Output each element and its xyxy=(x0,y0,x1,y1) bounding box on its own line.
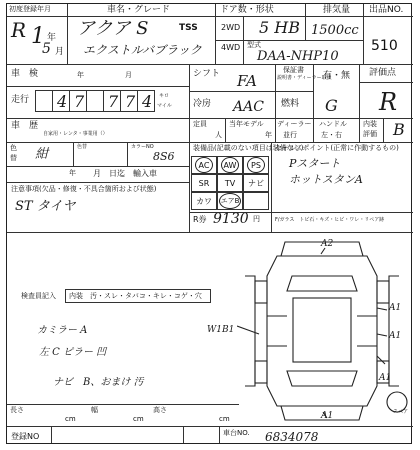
mileage-digit-5: 7 xyxy=(125,92,136,111)
color-no-label: カラーNO xyxy=(131,144,154,150)
mark-rear: A1 xyxy=(321,411,334,421)
lot-number: 510 xyxy=(371,38,398,54)
sales-point-label: セールスポイント(正常に作動するもの) xyxy=(275,144,399,152)
name-grade-label: 車名・グレード xyxy=(107,5,171,15)
fourwd-label: 4WD xyxy=(221,43,241,52)
inspection-month-unit: 月 xyxy=(125,71,132,79)
handle-label: ハンドル xyxy=(319,120,347,128)
chassis-value: 6834078 xyxy=(265,430,319,444)
car-damage-diagram xyxy=(237,236,413,426)
first-reg-era: R xyxy=(11,18,27,42)
length-label: 長さ xyxy=(10,406,24,414)
shift-label: シフト xyxy=(193,69,221,79)
equip-aw-circled xyxy=(221,157,239,173)
reg-no-label: 登録NO xyxy=(11,432,40,441)
mark-right-mid: A1 xyxy=(389,331,402,341)
shift-value: FA xyxy=(237,72,257,90)
lot-label: 出品NO. xyxy=(369,5,404,15)
inspector-label: 検査員記入 xyxy=(21,292,56,300)
grade-note: TSS xyxy=(179,23,198,33)
registered-year-prefix: 年 xyxy=(69,169,76,177)
first-reg-year: 1 xyxy=(31,24,45,49)
registered-until: 月 日迄 輸入車 xyxy=(93,169,157,178)
color-change-no-label: 色替 xyxy=(77,144,88,150)
inspection-label: 車 検 xyxy=(11,69,39,79)
mileage-digit-2: 7 xyxy=(74,92,85,111)
equip-ps-circled xyxy=(247,157,265,173)
warranty-sub: 説明書・ディーラー取扱 xyxy=(277,75,332,81)
model-year-unit: 年 xyxy=(265,131,272,139)
recycle-label: R券 xyxy=(193,215,207,224)
doors-value: 5 HB xyxy=(259,18,300,37)
ac-value: AAC xyxy=(233,99,264,115)
equip-blank xyxy=(243,192,269,210)
equip-ps: PS xyxy=(243,156,269,174)
height-label: 高さ xyxy=(153,406,167,414)
equip-airbag: エアB xyxy=(217,192,243,210)
inspection-year-unit: 年 xyxy=(77,71,84,79)
height-cm: cm xyxy=(219,415,230,423)
mileage-label: 走行 xyxy=(11,95,30,105)
interior-value: B xyxy=(393,120,405,139)
length-cm: cm xyxy=(65,415,76,423)
car-name: アクア S xyxy=(77,18,149,39)
width-label: 幅 xyxy=(91,406,98,414)
doors-label: ドア数・形状 xyxy=(220,5,274,15)
warranty-value: 有・無 xyxy=(323,71,351,81)
interior-label-1: 内装 xyxy=(363,120,377,128)
equipment-label: 装備品(記載のない項目は装備なし) xyxy=(193,144,304,152)
month-unit: 月 xyxy=(55,47,65,57)
ac-label: 冷房 xyxy=(193,99,212,109)
sales-point-2: ホットスタンA xyxy=(289,173,363,186)
color-value: 紺 xyxy=(35,147,49,162)
mileage-digit-4: 7 xyxy=(108,92,119,111)
interior-label-2: 評価 xyxy=(363,130,377,138)
mark-right-rear: A1 xyxy=(379,373,392,383)
model-label: 型式 xyxy=(247,41,261,49)
color-change-label: 替 xyxy=(10,154,17,162)
score-label: 評価点 xyxy=(369,68,397,78)
sales-point-1: Pスタート xyxy=(289,157,341,170)
equip-tv: TV xyxy=(217,174,243,192)
mileage-digit-6: 4 xyxy=(142,92,153,111)
auction-sheet xyxy=(6,3,412,444)
notes-label: 注意事項(欠品・修復・不具合箇所および状態) xyxy=(11,185,157,193)
dealer-value: 並行 xyxy=(283,131,297,139)
chassis-label: 車台NO. xyxy=(223,429,250,437)
mark-left: W1B1 xyxy=(207,325,235,335)
equip-ac: AC xyxy=(191,156,217,174)
glass-legend: F/ガラス トビ石・キズ・ヒビ・ワレ・リペア跡 xyxy=(275,217,385,223)
capacity-label: 定員 xyxy=(193,120,207,128)
history-label: 車 歴 xyxy=(11,121,39,131)
score-value: R xyxy=(379,88,398,116)
model-year-label: 当年モデル xyxy=(229,120,264,128)
recycle-unit: 円 xyxy=(253,215,260,223)
inspector-line-2: 左 C ピラー 凹 xyxy=(39,347,107,358)
mileage-unit-mile: マイル xyxy=(157,103,172,109)
history-options: 自家用・レンタ・事業用（） xyxy=(43,131,108,137)
mileage-digit-1: 4 xyxy=(57,92,68,111)
mark-front: A2 xyxy=(321,239,334,249)
equip-leather: カワ xyxy=(191,192,217,210)
dealer-label: ディーラー xyxy=(277,120,312,128)
capacity-unit: 人 xyxy=(215,131,222,139)
twowd-label: 2WD xyxy=(221,23,241,32)
equip-aw: AW xyxy=(217,156,243,174)
equip-airbag-circled xyxy=(219,193,241,209)
year-unit: 年 xyxy=(47,33,57,43)
model-value: DAA-NHP10 xyxy=(257,49,339,64)
notes-value: ST タイヤ xyxy=(15,199,76,214)
spare-label: スペア xyxy=(393,409,409,415)
displacement-value: 1500cc xyxy=(311,23,359,38)
interior-legend: 内装 汚・スレ・タバコ・キレ・コゲ・穴 xyxy=(69,292,202,300)
color-name-handwritten: エクストルバブラック xyxy=(83,43,202,57)
inspector-line-1: カミラー A xyxy=(37,325,88,336)
first-reg-month: 5 xyxy=(42,41,51,57)
first-reg-label: 初度登録年月 xyxy=(9,5,51,13)
equip-sr: SR xyxy=(191,174,217,192)
mileage-unit-km: キロ xyxy=(159,93,170,99)
displacement-label: 排気量 xyxy=(323,5,351,15)
mark-right-front: A1 xyxy=(389,303,402,313)
color-no-value: 8S6 xyxy=(153,150,175,163)
recycle-amount: 9130 xyxy=(213,211,249,227)
warranty-label: 保証書 xyxy=(283,66,304,74)
width-cm: cm xyxy=(133,415,144,423)
handle-value: 左・右 xyxy=(321,131,342,139)
color-label: 色 xyxy=(10,144,17,152)
equip-navi: ナビ xyxy=(243,174,269,192)
fuel-label: 燃料 xyxy=(281,99,300,109)
inspector-line-3: ナビ B、おまけ 汚 xyxy=(53,377,144,388)
fuel-value: G xyxy=(325,96,338,115)
equip-ac-circled xyxy=(195,157,213,173)
